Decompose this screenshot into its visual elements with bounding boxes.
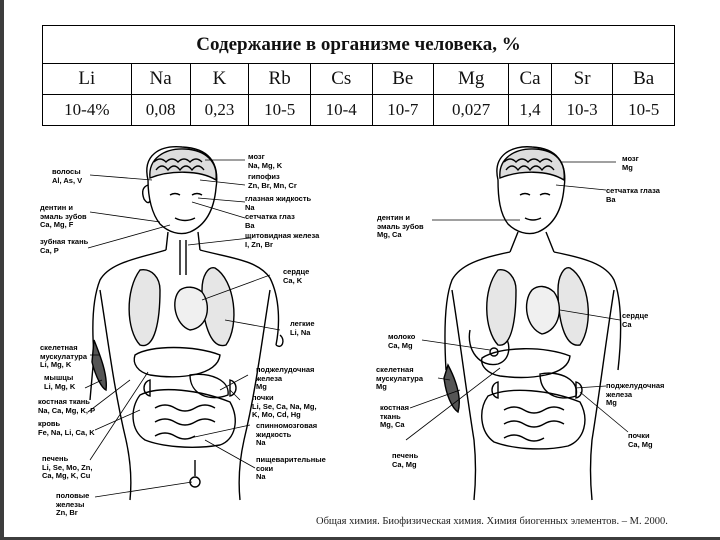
- label-thyroid: щитовидная железа I, Zn, Br: [245, 231, 320, 249]
- element-symbol: Na: [131, 64, 190, 95]
- element-value: 0,027: [434, 95, 509, 126]
- slide-border-left: [0, 0, 4, 540]
- element-symbols-row: [43, 64, 675, 95]
- element-value: 10-3: [551, 95, 613, 126]
- label-retina-left: сетчатка глаз Ba: [245, 212, 295, 230]
- element-symbol: Rb: [249, 64, 311, 95]
- label-pancreas-left: поджелудочная железа Mg: [256, 365, 315, 391]
- label-liver-left: печень Li, Se, Mo, Zn, Ca, Mg, K, Cu: [42, 454, 93, 480]
- element-value: 10-4%: [43, 95, 132, 126]
- label-teeth-right: дентин и эмаль зубов Mg, Ca: [377, 213, 424, 239]
- label-bone-left: костная ткань Na, Ca, Mg, K, P: [38, 397, 96, 415]
- element-symbol: Li: [43, 64, 132, 95]
- element-value: 0,08: [131, 95, 190, 126]
- label-blood: кровь Fe, Na, Li, Ca, K: [38, 419, 95, 437]
- label-pituitary: гипофиз Zn, Br, Mn, Cr: [248, 172, 297, 190]
- element-symbol: K: [190, 64, 249, 95]
- label-heart-left: сердце Ca, K: [283, 267, 310, 285]
- label-kidneys-left: почки Li, Se, Ca, Na, Mg, K, Mo, Cd, Hg: [252, 393, 317, 419]
- label-teeth: дентин и эмаль зубов Ca, Mg, F: [40, 203, 87, 229]
- element-value: 10-5: [249, 95, 311, 126]
- element-value: 10-4: [310, 95, 372, 126]
- element-value: 10-5: [613, 95, 675, 126]
- label-hair: волосы Al, As, V: [52, 167, 83, 185]
- label-bone-right: костная ткань Mg, Ca: [380, 403, 410, 429]
- element-values-row: [43, 95, 675, 126]
- element-symbol: Be: [372, 64, 434, 95]
- label-heart-right: сердце Ca: [622, 311, 649, 329]
- element-value: 0,23: [190, 95, 249, 126]
- element-value: 1,4: [509, 95, 552, 126]
- citation: Общая химия. Биофизическая химия. Химия биогенных элементов. – М. 2000.: [316, 516, 668, 527]
- element-symbol: Cs: [310, 64, 372, 95]
- label-spinal-fluid: спинномозговая жидкость Na: [256, 421, 318, 447]
- element-symbol: Ca: [509, 64, 552, 95]
- label-brain-right: мозг Mg: [622, 154, 639, 172]
- label-milk: молоко Ca, Mg: [388, 332, 416, 350]
- element-symbol: Mg: [434, 64, 509, 95]
- label-skeletal-muscle-right: скелетная мускулатура Mg: [376, 365, 424, 391]
- element-symbol: Ba: [613, 64, 675, 95]
- label-liver-right: печень Ca, Mg: [392, 451, 419, 469]
- element-symbol: Sr: [551, 64, 613, 95]
- table-title: Содержание в организме человека, %: [43, 26, 675, 64]
- label-brain-left: мозг Na, Mg, K: [248, 152, 283, 170]
- label-retina-right: сетчатка глаза Ba: [606, 186, 660, 204]
- element-content-table: [42, 25, 675, 126]
- label-digestive-juices: пищеварительные соки Na: [256, 455, 326, 481]
- label-gonads: половые железы Zn, Br: [56, 491, 90, 517]
- element-value: 10-7: [372, 95, 434, 126]
- label-muscles: мышцы Li, Mg, K: [44, 373, 76, 391]
- label-eye-fluid: глазная жидкость Na: [245, 194, 312, 212]
- label-lungs: легкие Li, Na: [290, 319, 315, 337]
- label-tooth-tissue: зубная ткань Ca, P: [40, 237, 89, 255]
- label-kidneys-right: почки Ca, Mg: [628, 431, 653, 449]
- label-skeletal-muscle-left: скелетная мускулатура Li, Mg, K: [40, 343, 88, 369]
- label-pancreas-right: поджелудочная железа Mg: [606, 381, 665, 407]
